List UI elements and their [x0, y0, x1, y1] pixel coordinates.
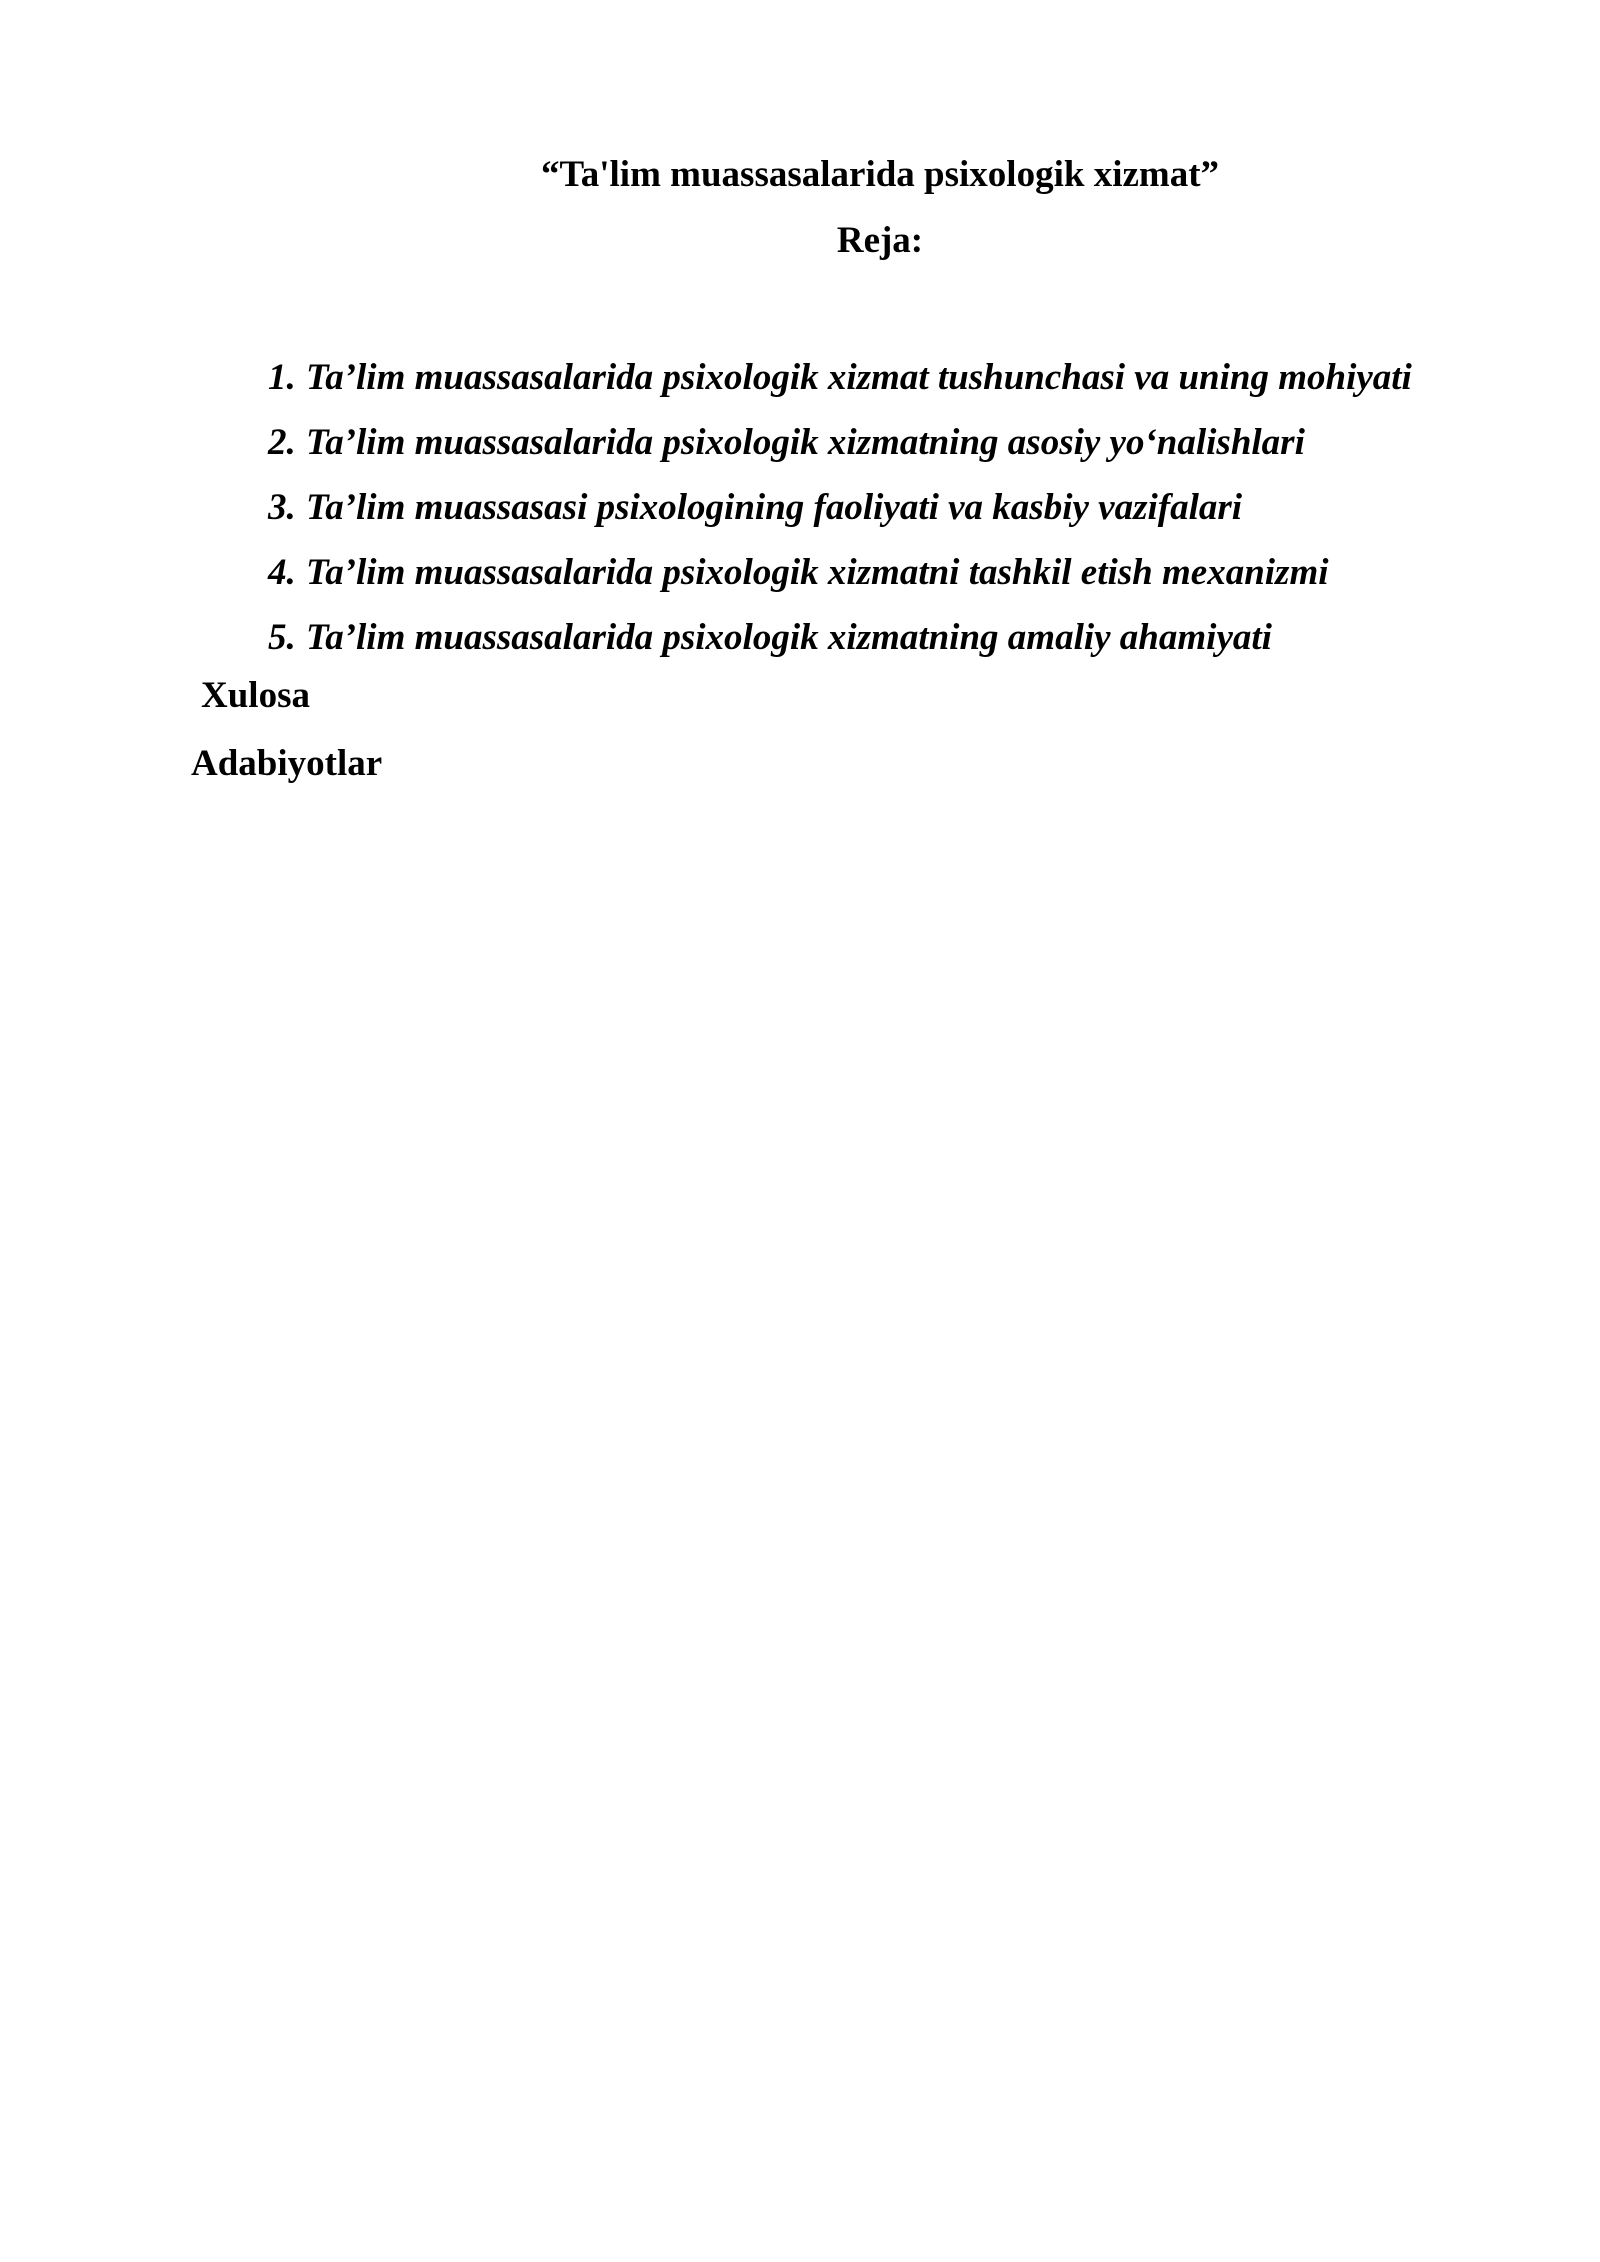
plan-item — [268, 410, 1412, 475]
plan-item — [268, 605, 1412, 670]
plan-item — [268, 345, 1412, 410]
plan-item — [268, 475, 1412, 540]
plan-item-number: 3. — [268, 487, 296, 528]
plan-item-number: 1. — [268, 357, 296, 398]
plan-item-text: Ta’lim muassasalarida psixologik xizmatni tashkil etish mexanizmi — [306, 552, 1329, 593]
plan-item-text: Ta’lim muassasalarida psixologik xizmatning amaliy ahamiyati — [306, 617, 1272, 658]
plan-item-text: Ta’lim muassasalarida psixologik xizmat tushunchasi va uning mohiyati — [306, 357, 1412, 398]
plan-list — [268, 345, 1412, 670]
conclusion-heading: Xulosa — [201, 675, 310, 716]
plan-item-text: Ta’lim muassasasi psixologining faoliyati va kasbiy vazifalari — [306, 487, 1243, 528]
plan-item-number: 4. — [268, 552, 296, 593]
plan-item — [268, 540, 1412, 605]
plan-item-number: 2. — [268, 422, 296, 463]
plan-item-number: 5. — [268, 617, 296, 658]
plan-item-text: Ta’lim muassasalarida psixologik xizmatning asosiy yo‘nalishlari — [306, 422, 1305, 463]
references-heading: Adabiyotlar — [191, 743, 383, 784]
plan-heading: Reja: — [836, 220, 924, 261]
document-title: “Ta'lim muassasalarida psixologik xizmat” — [540, 154, 1220, 195]
